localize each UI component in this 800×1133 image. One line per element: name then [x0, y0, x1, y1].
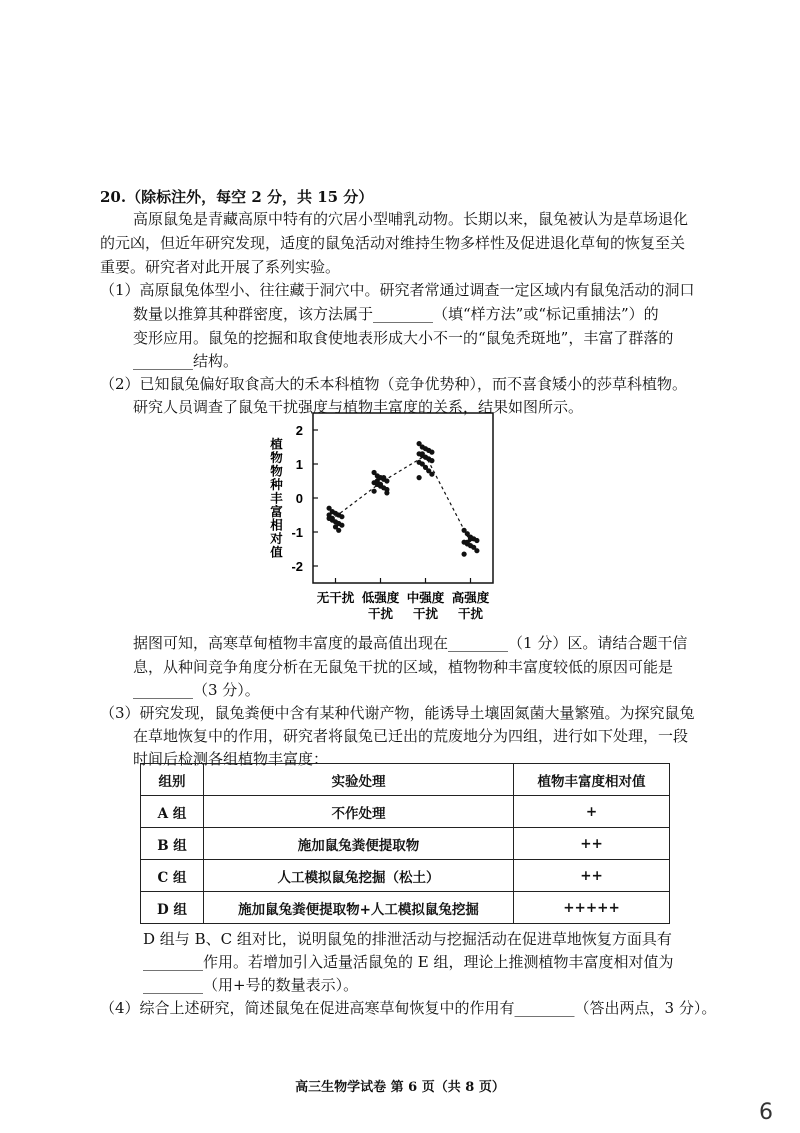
- part2-line-2: 研究人员调查了鼠兔干扰强度与植物丰富度的关系，结果如图所示。: [133, 398, 584, 416]
- x-tick-label: 无干扰: [316, 590, 355, 605]
- part3-after-line-2: ________作用。若增加引入适量活鼠兔的 E 组，理论上推测植物丰富度相对值为: [143, 953, 674, 971]
- page-number: 6: [759, 1100, 773, 1125]
- x-tick-label: 高强度: [451, 590, 490, 605]
- data-point: [474, 548, 479, 553]
- experiment-table: [140, 763, 670, 924]
- part3-line-1: （3）研究发现，鼠兔粪便中含有某种代谢产物，能诱导土壤固氮菌大量繁殖。为探究鼠兔: [100, 704, 695, 722]
- y-tick-label: 1: [295, 457, 303, 472]
- richness-chart: [258, 405, 518, 625]
- part3-line-2: 在草地恢复中的作用，研究者将鼠兔已迁出的荒废地分为四组，进行如下处理，一段: [133, 727, 689, 745]
- part1-line-4: ________结构。: [133, 352, 239, 370]
- data-point: [372, 489, 377, 494]
- cell-group: A 组: [141, 796, 204, 828]
- cell-treatment: 不作处理: [204, 796, 514, 828]
- part1-line-1: （1）高原鼠兔体型小、往往藏于洞穴中。研究者常通过调查一定区域内有鼠兔活动的洞口: [100, 281, 695, 299]
- data-point: [429, 472, 434, 477]
- intro-line-3: 重要。研究者对此开展了系列实验。: [100, 258, 341, 276]
- x-tick-label: 低强度: [361, 590, 400, 605]
- data-point: [474, 538, 479, 543]
- table-row: [141, 796, 670, 828]
- cell-treatment: 施加鼠兔粪便提取物: [204, 828, 514, 860]
- data-point: [429, 450, 434, 455]
- cell-richness: +: [514, 796, 670, 828]
- y-axis-label: 植物物种丰富相对值: [268, 437, 284, 559]
- mean-trend-line: [336, 456, 471, 543]
- part2-after-line-2: 息，从种间竞争角度分析在无鼠兔干扰的区域，植物物种丰富度较低的原因可能是: [133, 658, 674, 676]
- cell-richness: ++: [514, 860, 670, 892]
- data-point: [378, 482, 383, 487]
- cell-group: C 组: [141, 860, 204, 892]
- cell-treatment: 施加鼠兔粪便提取物+人工模拟鼠兔挖掘: [204, 892, 514, 924]
- x-tick-label: 干扰: [367, 606, 394, 621]
- data-point: [336, 528, 341, 533]
- x-tick-label: 干扰: [457, 606, 484, 621]
- x-tick-label: 中强度: [406, 590, 445, 605]
- data-point: [423, 455, 428, 460]
- intro-line-2: 的元凶，但近年研究发现，适度的鼠兔活动对维持生物多样性及促进退化草甸的恢复至关: [100, 234, 686, 252]
- cell-treatment: 人工模拟鼠兔挖掘（松土）: [204, 860, 514, 892]
- header-treatment: 实验处理: [204, 764, 514, 796]
- data-point: [462, 552, 467, 557]
- data-point: [339, 514, 344, 519]
- data-point: [384, 490, 389, 495]
- table-row: [141, 828, 670, 860]
- cell-richness: +++++: [514, 892, 670, 924]
- table-row: [141, 892, 670, 924]
- table-row: [141, 860, 670, 892]
- table-header-row: [141, 764, 670, 796]
- header-richness: 植物丰富度相对值: [514, 764, 670, 796]
- data-point: [468, 536, 473, 541]
- data-point: [417, 475, 422, 480]
- cell-group: B 组: [141, 828, 204, 860]
- intro-line-1: 高原鼠兔是青藏高原中特有的穴居小型哺乳动物。长期以来，鼠兔被认为是草场退化: [133, 210, 689, 228]
- data-point: [381, 475, 386, 480]
- y-tick-label: 0: [295, 491, 303, 506]
- part2-after-line-1: 据图可知，高寒草甸植物丰富度的最高值出现在________（1 分）区。请结合题干信: [133, 634, 688, 652]
- y-tick-label: -2: [291, 559, 303, 574]
- y-tick-label: 2: [295, 423, 303, 438]
- part2-line-1: （2）已知鼠兔偏好取食高大的禾本科植物（竞争优势种），而不喜食矮小的莎草科植物。: [100, 375, 688, 393]
- cell-group: D 组: [141, 892, 204, 924]
- page-footer: 高三生物学试卷 第 6 页（共 8 页）: [295, 1080, 505, 1095]
- part1-line-2: 数量以推算其种群密度，该方法属于________（填“样方法”或“标记重捕法”）的: [133, 305, 659, 323]
- part4-line: （4）综合上述研究，简述鼠兔在促进高寒草甸恢复中的作用有________（答出两点，3 分）。: [100, 999, 717, 1017]
- part3-after-line-3: ________（用+号的数量表示）。: [143, 976, 359, 994]
- plot-frame: [313, 413, 493, 583]
- part2-after-line-3: ________（3 分）。: [133, 681, 260, 699]
- data-point: [339, 523, 344, 528]
- question-header: 20.（除标注外，每空 2 分，共 15 分）: [100, 188, 374, 206]
- part3-line-3: 时间后检测各组植物丰富度：: [133, 750, 329, 768]
- part1-line-3: 变形应用。鼠兔的挖掘和取食使地表形成大小不一的“鼠兔秃斑地”，丰富了群落的: [133, 329, 674, 347]
- x-tick-label: 干扰: [412, 606, 439, 621]
- header-group: 组别: [141, 764, 204, 796]
- cell-richness: ++: [514, 828, 670, 860]
- data-point: [429, 458, 434, 463]
- y-tick-label: -1: [291, 525, 303, 540]
- data-point: [330, 516, 335, 521]
- part3-after-line-1: D 组与 B、C 组对比，说明鼠兔的排泄活动与挖掘活动在促进草地恢复方面具有: [143, 930, 672, 948]
